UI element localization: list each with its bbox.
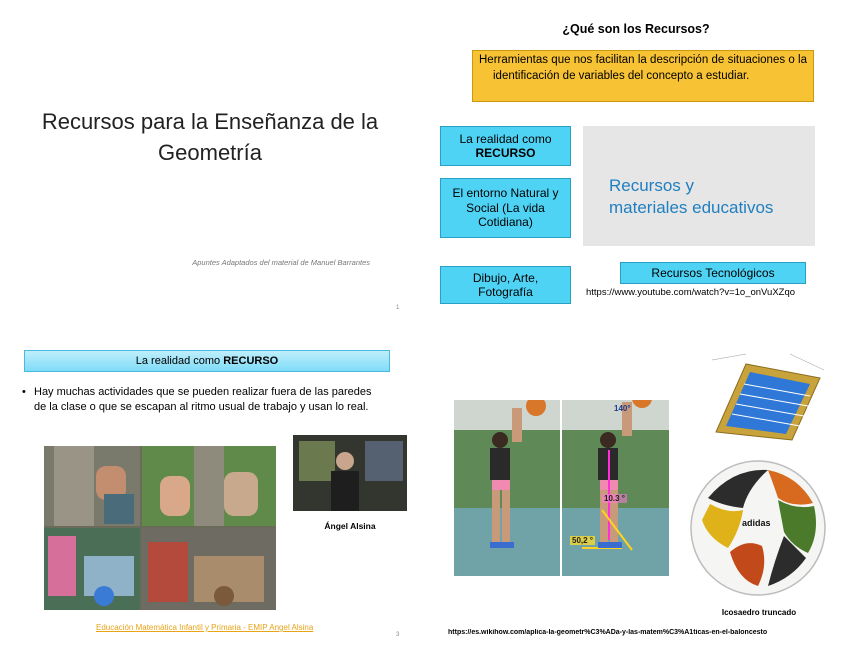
footer-link[interactable]: Educación Matemática Infantil y Primaria - EMIP Angel Alsina bbox=[96, 623, 314, 632]
angle-label-140: 140° bbox=[614, 404, 631, 413]
page-number: 1 bbox=[396, 305, 400, 311]
slide-que-son-recursos bbox=[424, 0, 848, 326]
box-entorno: El entorno Natural y Social (La vida Cotidiana) bbox=[440, 178, 571, 238]
box-dibujo: Dibujo, Arte, Fotografía bbox=[440, 266, 571, 304]
photo-caption: Ángel Alsina bbox=[324, 521, 376, 531]
definition-box: Herramientas que nos facilitan la descripción de situaciones o la identificación de variables del concepto a estudiar. bbox=[472, 50, 814, 102]
box-realidad-line1: La realidad como bbox=[459, 131, 552, 146]
box-realidad-line2: RECURSO bbox=[475, 146, 536, 160]
banner bbox=[24, 350, 390, 372]
bullet-text: Hay muchas actividades que se pueden realizar fuera de las paredes de la clase o que se escapan al ritmo usual de trabajo y usan lo real. bbox=[34, 386, 372, 413]
angel-alsina-photo bbox=[293, 435, 407, 511]
wikihow-link[interactable]: https://es.wikihow.com/aplica-la-geometr%C3%ADa-y-las-matem%C3%A1ticas-en-el-baloncesto bbox=[448, 629, 768, 636]
bullet-list-item bbox=[22, 385, 384, 414]
slide-heading: ¿Qué son los Recursos? bbox=[562, 22, 710, 36]
banner-bold: RECURSO bbox=[223, 355, 279, 367]
slide-subtitle: Apuntes Adaptados del material de Manuel Barrantes bbox=[192, 258, 370, 267]
slide-realidad-recurso bbox=[0, 328, 424, 655]
basketball-photo-1 bbox=[454, 400, 560, 576]
angle-label-10: 10.3 ° bbox=[604, 494, 625, 503]
swimming-pool-illustration bbox=[706, 350, 824, 442]
children-photo-collage bbox=[44, 446, 276, 610]
recursos-panel-line2: materiales educativos bbox=[609, 198, 774, 217]
slide-title-text: Recursos para la Enseñanza de la Geometría bbox=[41, 109, 379, 165]
ball-brand: adidas bbox=[742, 518, 771, 528]
slide-basketball-geometry bbox=[424, 328, 848, 655]
banner-prefix: La realidad como bbox=[135, 355, 224, 367]
youtube-link[interactable]: https://www.youtube.com/watch?v=1o_onVuXZqo bbox=[586, 287, 796, 298]
page-number: 3 bbox=[396, 632, 400, 638]
ball-caption: Icosaedro truncado bbox=[721, 608, 797, 617]
recursos-panel bbox=[583, 126, 815, 246]
box-tecnologicos: Recursos Tecnológicos bbox=[620, 262, 806, 284]
box-realidad-recurso bbox=[440, 126, 571, 166]
basketball-photo-2 bbox=[562, 400, 669, 576]
slide-title bbox=[0, 0, 424, 326]
recursos-panel-line1: Recursos y bbox=[609, 176, 695, 195]
bullet-dot: • bbox=[22, 386, 26, 398]
soccer-ball-image bbox=[688, 458, 828, 598]
angle-label-50: 50,2 ° bbox=[572, 536, 593, 545]
